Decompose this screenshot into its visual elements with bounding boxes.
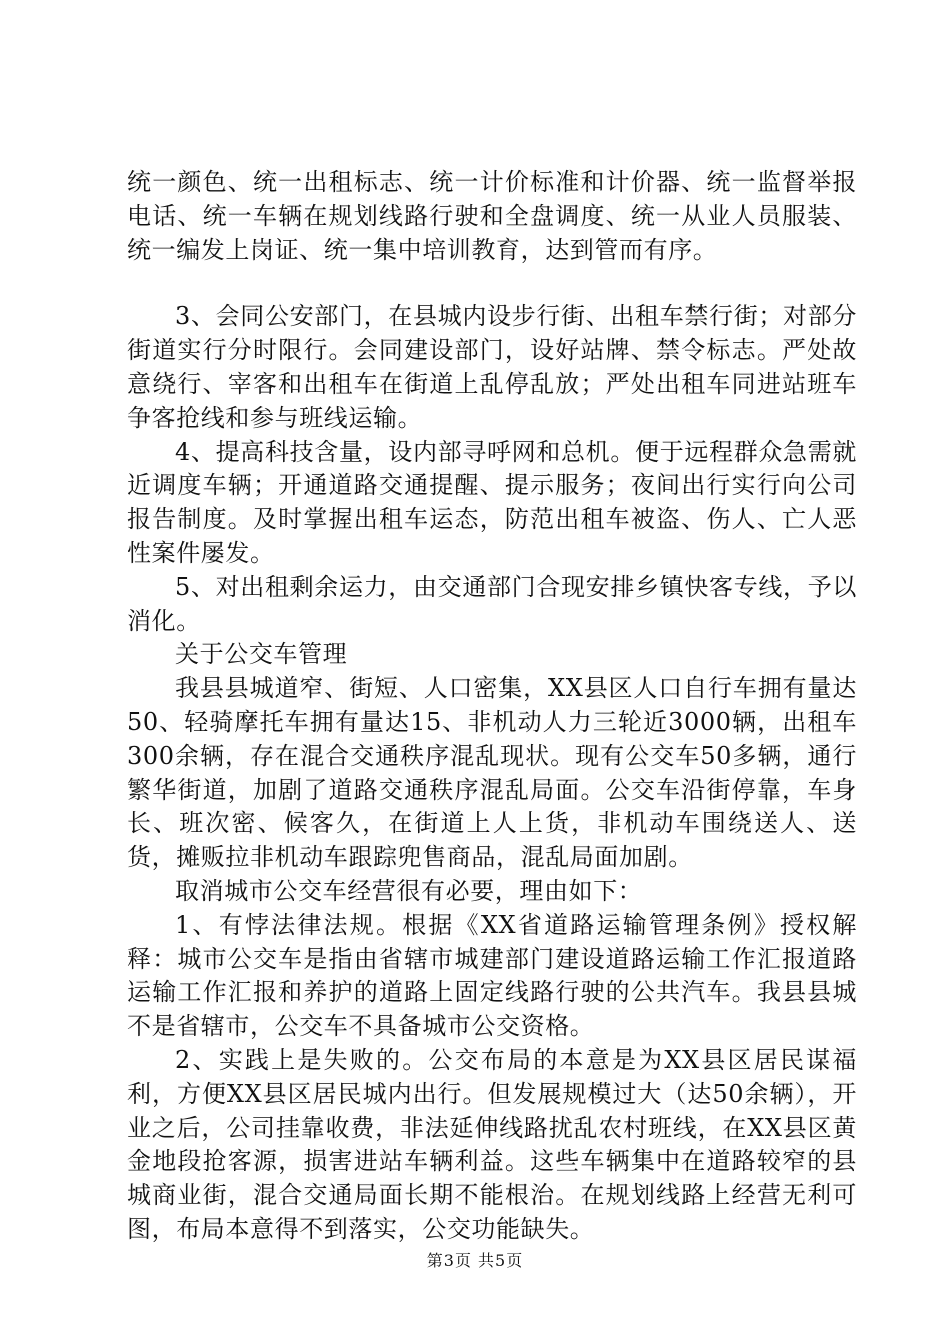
paragraph-item-5: 5、对出租剩余运力，由交通部门合现安排乡镇快客专线，予以消化。 [127,572,857,635]
paragraph-reason-2: 2、实践上是失败的。公交布局的本意是为XX县区居民谋福利，方便XX县区居民城内出行。但发展规模过大（达50余辆），开业之后，公司挂靠收费，非法延伸线路扰乱农村班线，在XX县区黄金地段抢客源，损害进站车辆利益。这些车辆集中在道路较窄的县城商业街，混合交通局面长期不能根治。在规划线路上经营无利可图，布局本意得不到落实，公交功能缺失。 [127,1045,857,1243]
paragraph-item-4: 4、提高科技含量，设内部寻呼网和总机。便于远程群众急需就近调度车辆；开通道路交通提醒、提示服务；夜间出行实行向公司报告制度。及时掌握出租车运态，防范出租车被盗、伤人、亡人恶性案件屡发。 [127,437,857,567]
document-body [127,166,857,1247]
paragraph-reason-1: 1、有悖法律法规。根据《XX省道路运输管理条例》授权解释：城市公交车是指由省辖市城建部门建设道路运输工作汇报道路运输工作汇报和养护的道路上固定线路行驶的公共汽车。我县县城不是省辖市，公交车不具备城市公交资格。 [127,910,857,1041]
paragraph-cancel-bus: 取消城市公交车经营很有必要，理由如下： [175,876,643,905]
paragraph-item-3: 3、会同公安部门，在县城内设步行街、出租车禁行街；对部分街道实行分时限行。会同建设部门，设好站牌、禁令标志。严处故意绕行、宰客和出租车在街道上乱停乱放；严处出租车同进站班车争客抢线和参与班线运输。 [127,302,857,432]
paragraph-bus-situation: 我县县城道窄、街短、人口密集，XX县区人口自行车拥有量达50、轻骑摩托车拥有量达15、非机动人力三轮近3000辆，出租车300余辆，存在混合交通秩序混乱现状。现有公交车50多辆，通行繁华街道，加剧了道路交通秩序混乱局面。公交车沿街停靠，车身长、班次密、候客久，在街道上人上货，非机动车围绕送人、送货，摊贩拉非机动车跟踪兜售商品，混乱局面加剧。 [127,674,857,872]
page-number-footer: 第3页 共5页 [426,1251,524,1270]
paragraph-continuation: 统一颜色、统一出租标志、统一计价标准和计价器、统一监督举报电话、统一车辆在规划线路行驶和全盘调度、统一从业人员服装、统一编发上岗证、统一集中培训教育，达到管而有序。 [127,168,857,264]
section-heading-bus-management: 关于公交车管理 [175,640,348,669]
